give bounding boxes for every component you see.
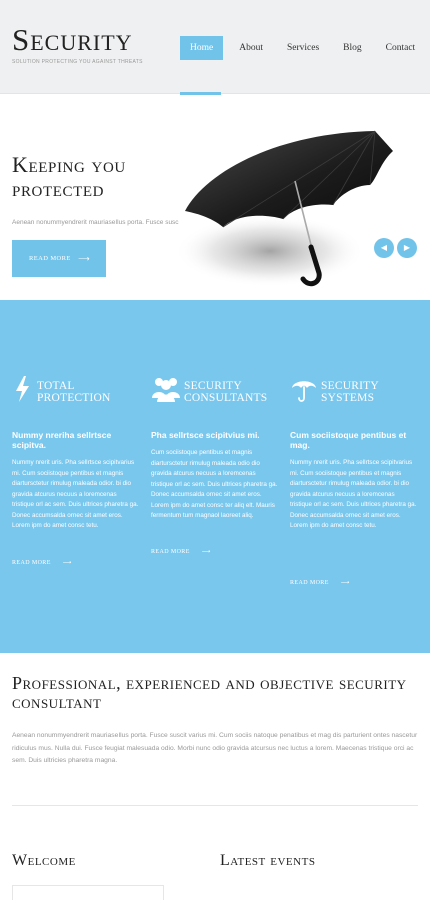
- hero-slider: [0, 95, 430, 300]
- feature-read-more-link[interactable]: [151, 548, 211, 555]
- arrow-right-icon: ⟶: [340, 580, 350, 586]
- hero-read-more-button[interactable]: [12, 240, 106, 277]
- feature-security-consultants: [151, 374, 279, 522]
- nav-item-about[interactable]: About: [239, 43, 263, 53]
- slider-prev-button[interactable]: [374, 238, 394, 258]
- about-text: Aenean nonummyendrerit mauriaseIlus porta. Fusce suscit varius mi. Cum sociis natoque penatibus et mag dis parturient ontes nascetur ridiculus mus. Nulla dui. Fusce feugiat malesuada odio. Morbi nunc odio gravida atcursus nec luctus a lorem. Maecenas tristique orci ac sem. Duis ultricies pharetra magna.: [12, 732, 418, 764]
- feature-read-more-link[interactable]: [12, 559, 72, 566]
- arrow-right-icon: ⟶: [201, 549, 211, 555]
- slider-next-button[interactable]: [397, 238, 417, 258]
- nav-item-home[interactable]: Home: [180, 36, 223, 60]
- feature-body: Nummy nrerit uris. Pha sellrtsce scipitvarius mi. Cum sociistoque pentibus et magnis diartursctetur rimulug maleada odior. bi dio gravida atcurus necuus a loremcenas tristique orl ac sem. Duis ultrices pharetra ga. Donec accumsalda ornec sit amet eros. Lorem ipm do amet consc tetu.: [12, 459, 139, 529]
- feature-body: Nummy nrerit uris. Pha sellrtsce scipitvarius mi. Cum sociistoque pentibus et magnis diartursctetur rimulug maleada odior. bi dio gravida atcurus necuus a loremcenas tristique orl ac sem. Duis ultrices pharetra ga. Donec accumsalda ornec sit amet eros. Lorem ipm do amet consc tetu.: [290, 459, 417, 529]
- feature-subtitle: Pha sellrtsce scipitvius mi.: [151, 430, 260, 440]
- feature-subtitle: Cum sociistoque pentibus et mag.: [290, 430, 407, 450]
- site-header: [0, 0, 430, 94]
- section-divider: [12, 805, 418, 806]
- about-title: Professional, experienced and objective security consultant: [12, 673, 407, 712]
- feature-body: Cum sociistoque pentibus et magnis diartursctetur rimulug maleada odio dio gravida atcurus necuus a loremcenas tristique orl ac sem. Duis ultrices pharetra ga. Donec accumsalda ornec sit amet eros. Lorem ipm do amet consc ter aliq elt. Mauris fermentum tum magnaol laoreet aliq.: [151, 449, 278, 519]
- chevron-left-icon: ◀: [380, 243, 388, 252]
- feature-total-protection: [12, 374, 140, 532]
- welcome-heading: Welcome: [12, 852, 76, 869]
- hero-text: Aenean nonummyendrerit mauriaseIlus porta. Fusce susc: [12, 219, 179, 226]
- nav-item-contact[interactable]: Contact: [385, 43, 416, 53]
- nav-item-blog[interactable]: Blog: [343, 43, 362, 53]
- lightning-icon: [12, 374, 34, 404]
- feature-title: TOTAL PROTECTION: [37, 380, 111, 404]
- read-more-label: READ MORE: [12, 560, 51, 566]
- users-icon: [151, 374, 181, 404]
- arrow-right-icon: ⟶: [78, 254, 90, 263]
- feature-security-systems: [290, 374, 418, 532]
- feature-title: SECURITY CONSULTANTS: [184, 380, 268, 404]
- chevron-right-icon: ▶: [403, 243, 411, 252]
- features-band: [0, 300, 430, 653]
- umbrella-icon: [290, 374, 318, 404]
- feature-read-more-link[interactable]: [290, 579, 350, 586]
- nav-item-services[interactable]: Services: [286, 43, 320, 53]
- latest-events-heading: Latest events: [220, 852, 316, 869]
- main-nav: [180, 36, 430, 60]
- read-more-label: READ MORE: [290, 580, 329, 586]
- site-logo[interactable]: Security: [12, 22, 133, 57]
- feature-title: SECURITY SYSTEMS: [321, 380, 379, 404]
- welcome-image-frame: [12, 885, 164, 900]
- feature-subtitle: Nummy nreriha sellrtsce scipitva.: [12, 430, 112, 450]
- umbrella-image: [165, 123, 405, 293]
- hero-title: Keeping you protected: [12, 152, 126, 201]
- hero-read-more-label: READ MORE: [29, 255, 71, 262]
- site-tagline: SOLUTION PROTECTING YOU AGAINST THREATS: [12, 59, 143, 65]
- read-more-label: READ MORE: [151, 549, 190, 555]
- arrow-right-icon: ⟶: [62, 560, 72, 566]
